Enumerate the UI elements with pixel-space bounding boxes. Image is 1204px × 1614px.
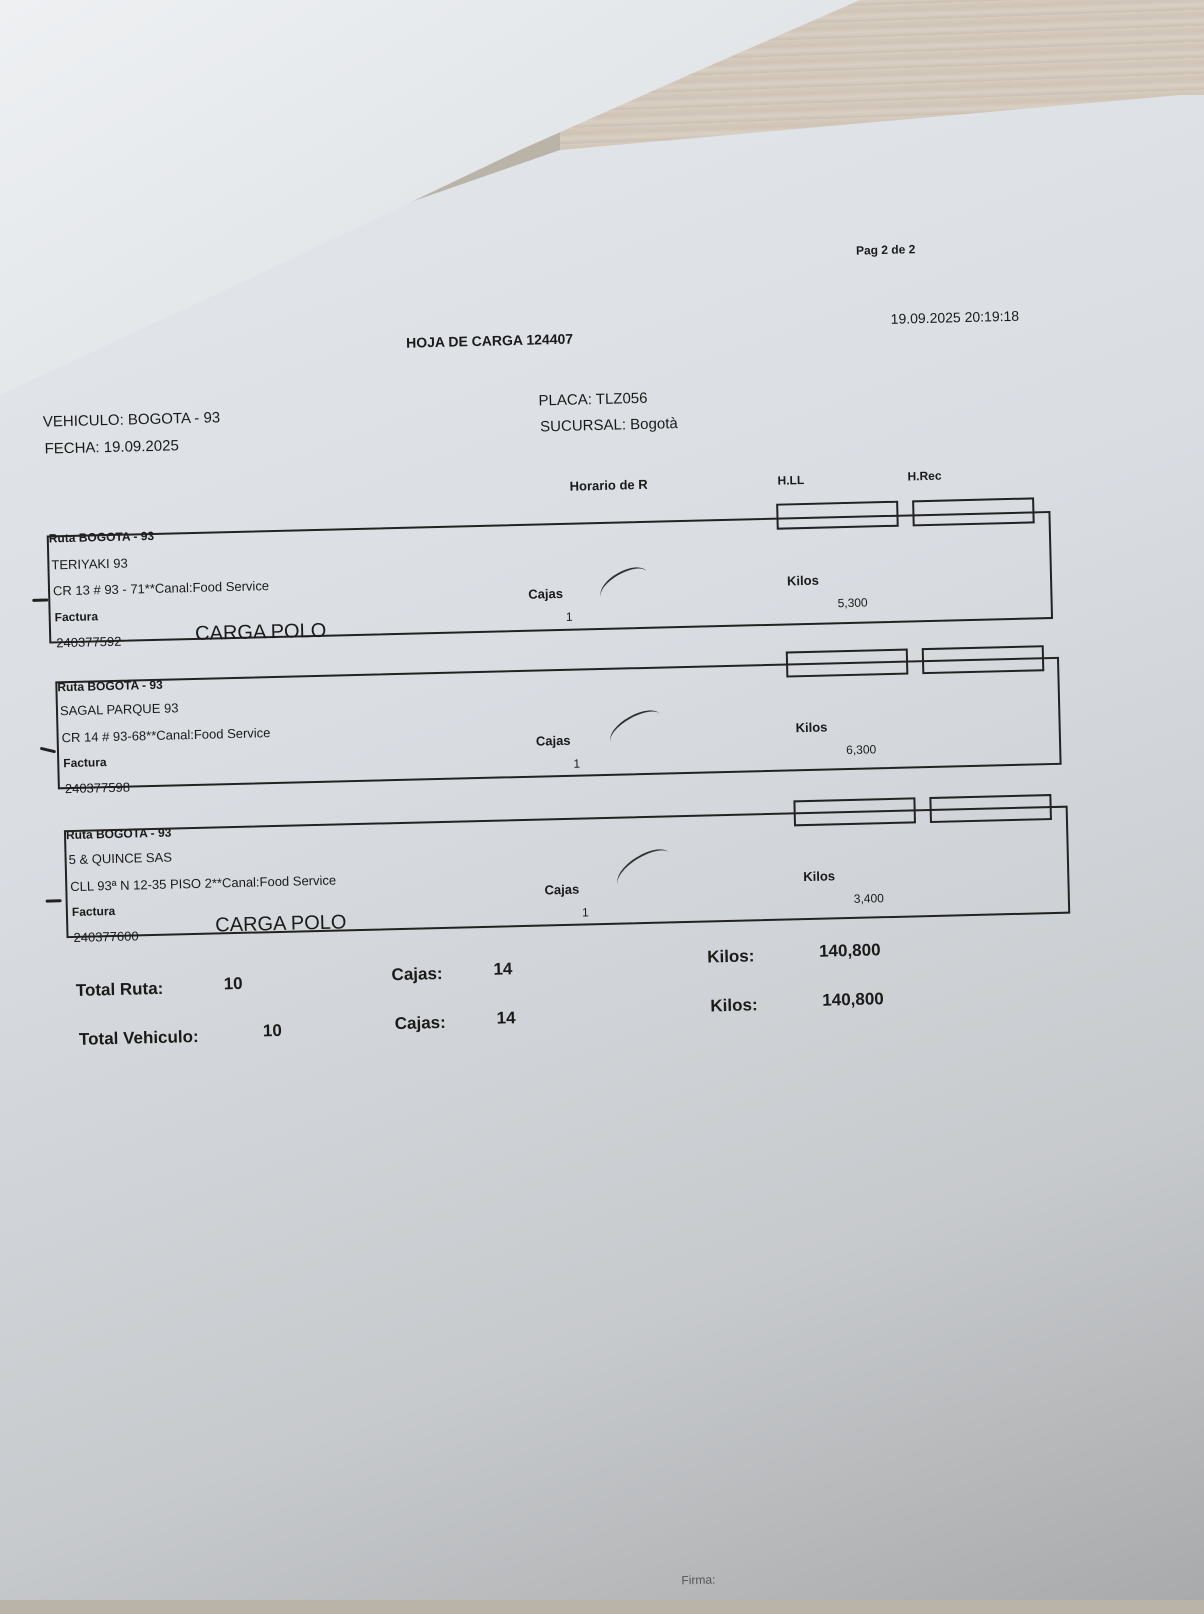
entry-factura-label: Factura — [71, 903, 116, 920]
page-number: Pag 2 de 2 — [855, 242, 916, 258]
total-vehiculo-kilos: 140,800 — [822, 989, 884, 1010]
hrec-box — [929, 794, 1052, 823]
pen-mark-icon — [32, 599, 48, 602]
pen-mark-icon — [46, 899, 62, 902]
entry-ruta: Ruta BOGOTA - 93 — [48, 528, 155, 546]
entry-factura-label: Factura — [54, 609, 99, 625]
entry-kilos-label: Kilos — [795, 719, 828, 736]
total-ruta-kilos: 140,800 — [818, 940, 881, 961]
entry-direccion: CLL 93ª N 12-35 PISO 2**Canal:Food Service — [70, 872, 337, 895]
total-ruta-kilos-label: Kilos: — [706, 946, 755, 967]
entry-box — [55, 657, 1061, 789]
column-horario: Horario de R — [569, 476, 648, 494]
vehiculo-label: VEHICULO: BOGOTA - 93 — [42, 409, 221, 431]
total-vehiculo-cajas: 14 — [496, 1008, 516, 1028]
entry-kilos-label: Kilos — [803, 868, 836, 885]
total-vehiculo-label: Total Vehiculo: — [78, 1026, 199, 1049]
entry-factura: 240377592 — [56, 633, 122, 651]
entry-ruta: Ruta BOGOTA - 93 — [57, 677, 163, 695]
entry-factura: 240377600 — [73, 928, 139, 945]
total-vehiculo-value: 10 — [262, 1020, 283, 1041]
document-title: HOJA DE CARGA 124407 — [405, 330, 574, 351]
column-hll: H.LL — [777, 473, 805, 488]
total-vehiculo-kilos-label: Kilos: — [710, 995, 758, 1016]
sucursal-label: SUCURSAL: Bogotà — [539, 415, 678, 436]
entry-kilos-label: Kilos — [786, 572, 820, 589]
entry-cajas-label: Cajas — [528, 585, 564, 602]
entry-ruta: Ruta BOGOTA - 93 — [65, 825, 172, 843]
entry-cajas: 1 — [581, 905, 589, 920]
entry-note: CARGA POLO — [194, 619, 327, 645]
total-vehiculo-cajas-label: Cajas: — [394, 1012, 446, 1034]
entry-kilos: 6,300 — [846, 742, 877, 758]
firma-label: Firma: — [681, 1572, 716, 1588]
total-ruta-cajas-label: Cajas: — [391, 963, 443, 985]
total-ruta-value: 10 — [223, 973, 243, 994]
entry-factura: 240377598 — [64, 779, 131, 797]
hll-box — [793, 797, 916, 826]
entry-factura-label: Factura — [63, 755, 107, 771]
column-hrec: H.Rec — [907, 468, 942, 484]
hrec-box — [912, 497, 1035, 526]
entry-kilos: 5,300 — [837, 595, 868, 611]
entry-cajas-label: Cajas — [544, 881, 580, 898]
placa-label: PLACA: TLZ056 — [538, 389, 648, 410]
entry-kilos: 3,400 — [853, 891, 885, 906]
pen-mark-icon — [40, 747, 56, 754]
hrec-box — [922, 645, 1045, 674]
entry-direccion: CR 13 # 93 - 71**Canal:Food Service — [52, 578, 270, 599]
entry-cajas: 1 — [565, 609, 573, 624]
entry-cajas: 1 — [573, 756, 581, 771]
entry-cliente: 5 & QUINCE SAS — [68, 849, 173, 868]
total-ruta-label: Total Ruta: — [75, 978, 164, 1000]
entry-cliente: SAGAL PARQUE 93 — [59, 700, 179, 719]
entry-cajas-label: Cajas — [535, 732, 571, 749]
print-timestamp: 19.09.2025 20:19:18 — [890, 307, 1020, 327]
hll-box — [776, 501, 899, 530]
entry-note: CARGA POLO — [215, 911, 347, 937]
hll-box — [786, 649, 909, 678]
fecha-label: FECHA: 19.09.2025 — [44, 437, 180, 458]
entry-cliente: TERIYAKI 93 — [51, 555, 128, 573]
entry-direccion: CR 14 # 93-68**Canal:Food Service — [61, 725, 271, 746]
total-ruta-cajas: 14 — [493, 959, 513, 979]
